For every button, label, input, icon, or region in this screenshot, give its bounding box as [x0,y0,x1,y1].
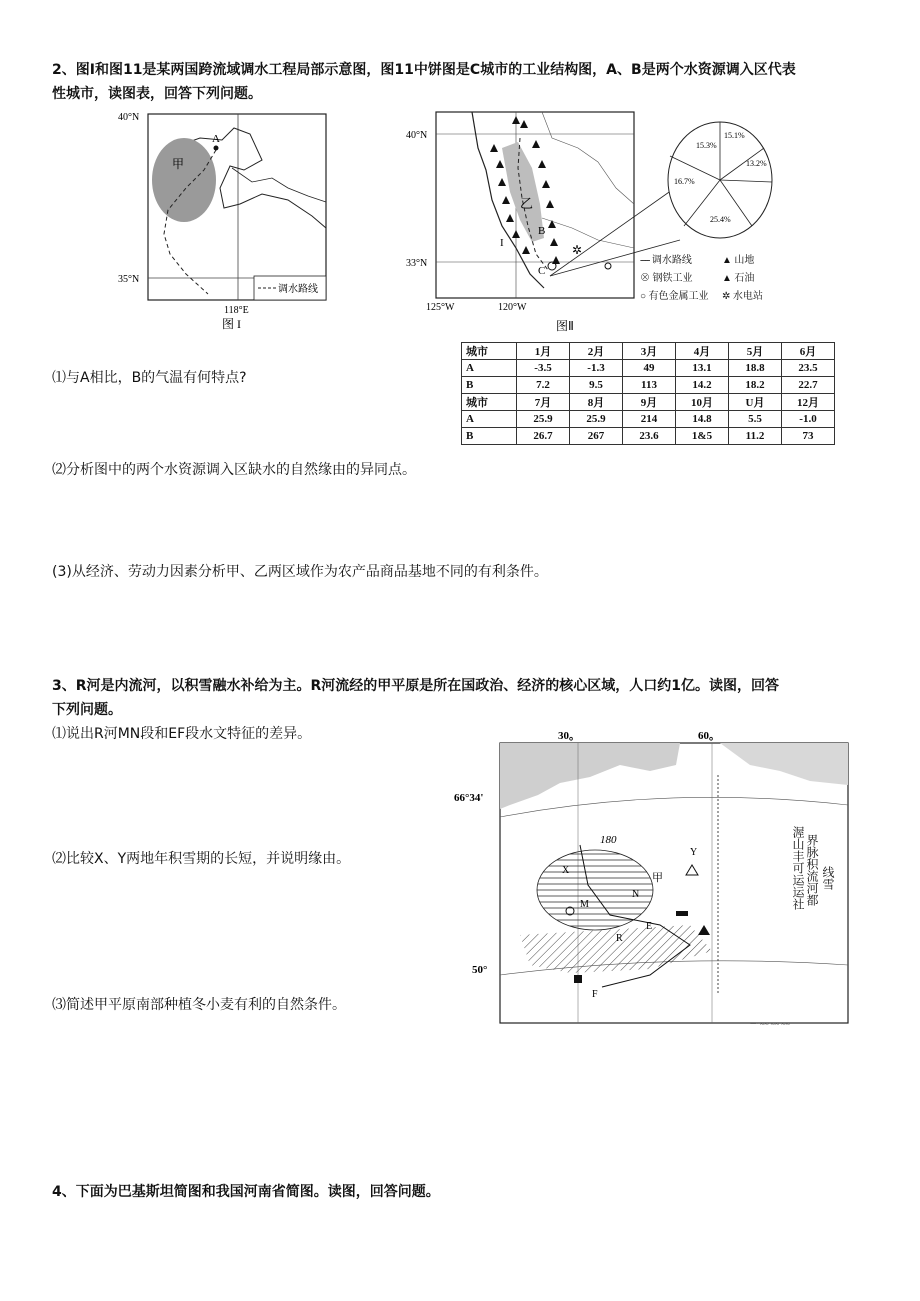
map-figure-1 [112,108,330,333]
legend-col-2: 线雪 [821,866,835,890]
table-cell: 25.9 [517,411,570,428]
legend-oil: ▲ 石油 [722,273,755,284]
label-m: M [580,899,589,910]
caption-map1: 图 I [222,317,241,331]
table-row [462,343,835,360]
pie-label-1: 15.3% [696,141,717,150]
table-cell: 7月 [517,394,570,411]
table-cell: 13.1 [676,360,729,377]
label-a: A [212,133,220,145]
label-f: F [592,989,598,1000]
legend-steel: ⊗ 钢铁工业 [640,273,693,284]
table-cell: 5月 [729,343,782,360]
legend-col-1: 界脉积流河都 [805,834,819,906]
pie-label-2: 15.1% [724,131,745,140]
table-cell: 4月 [676,343,729,360]
table-row [462,360,835,377]
table-row [462,428,835,445]
industry-symbol [574,975,582,983]
label-e: E [646,921,653,932]
table-cell: B [462,428,517,445]
table-cell: 113 [623,377,676,394]
lat-40n-2: 40°N [406,130,428,141]
temperature-table [461,342,835,445]
table-cell: 城市 [462,343,517,360]
table-cell: 1月 [517,343,570,360]
table-cell: 12月 [782,394,835,411]
table-cell: A [462,360,517,377]
table-row [462,394,835,411]
label-yi: 乙 [520,196,534,211]
table-cell: 1&5 [676,428,729,445]
isoline-180: 180 [600,834,617,846]
table-cell: U月 [729,394,782,411]
label-n: N [632,889,640,900]
legend-col-3: 渥山丰可运运社 [791,826,805,910]
legend-metal: ○ 有色金属工业 [640,291,709,302]
legend-map2 [640,252,800,308]
table-row [462,411,835,428]
table-cell: 73 [782,428,835,445]
q3-intro-line2: 下列问题。 [52,702,122,718]
lon-125w: 125°W [426,302,455,313]
table-cell: 8月 [570,394,623,411]
q3-sub1: ⑴说出R河MN段和EF段水文特征的差异。 [52,726,312,742]
table-cell: 18.8 [729,360,782,377]
label-jia: 甲 [172,157,185,171]
lon-30: 30。 [558,730,580,742]
label-i: I [500,237,504,249]
table-cell: 49 [623,360,676,377]
table-cell: 5.5 [729,411,782,428]
pie-label-5: 25.4% [710,215,731,224]
q3-sub3: ⑶简述甲平原南部种植冬小麦有利的自然条件。 [52,997,346,1013]
lat-50: 50° [472,964,488,976]
lon-120w: 120°W [498,302,527,313]
table-cell: 7.2 [517,377,570,394]
legend-route-2: ---- 调水路线 [640,255,692,266]
table-cell: -1.3 [570,360,623,377]
table-cell: 14.2 [676,377,729,394]
legend-hydro: ✲ 水电站 [722,291,763,302]
table-row [462,377,835,394]
q2-intro-line1: 2、图I和图11是某两国跨流域调水工程局部示意图，图11中饼图是C城市的工业结构图，A、B是两个水资源调入区代表 [52,62,796,78]
q2-sub3: (3)从经济、劳动力因素分析甲、乙两区域作为农产品商品基地不同的有利条件。 [52,564,548,580]
label-x: X [562,865,570,876]
table-cell: 18.2 [729,377,782,394]
table-cell: 3月 [623,343,676,360]
table-cell: 23.6 [623,428,676,445]
q4-intro: 4、下面为巴基斯坦简图和我国河南省简图。读图，回答问题。 [52,1184,440,1200]
table-cell: 26.7 [517,428,570,445]
label-b: B [538,225,546,237]
table-cell: 214 [623,411,676,428]
industry-pie-chart [640,116,800,246]
hydro-symbol: ✲ [572,243,583,257]
lat-40n: 40°N [118,112,140,123]
region-jia [152,138,216,222]
table-cell: 城市 [462,394,517,411]
city-a-dot [214,146,219,151]
pie-label-3: 13.2% [746,159,767,168]
table-cell: 14.8 [676,411,729,428]
table-cell: 25.9 [570,411,623,428]
label-jia-3: 甲 [652,872,663,884]
label-r: R [616,933,623,944]
lat-arctic: 66°34' [454,792,484,804]
legend-mountain: ▲ 山地 [722,255,755,266]
table-cell: 23.5 [782,360,835,377]
legend-route-1: 调水路线 [278,284,318,295]
table-cell: 10月 [676,394,729,411]
lon-60: 60。 [698,730,720,742]
q2-sub2: ⑵分析图中的两个水资源调入区缺水的自然缘由的异同点。 [52,462,416,478]
q2-sub1: ⑴与A相比，B的气温有何特点? [52,370,247,386]
label-y: Y [690,847,698,858]
table-cell: 267 [570,428,623,445]
table-cell: 22.7 [782,377,835,394]
table-cell: B [462,377,517,394]
table-cell: -3.5 [517,360,570,377]
table-cell: A [462,411,517,428]
coal-symbol [676,911,688,916]
table-cell: 2月 [570,343,623,360]
table-cell: 11.2 [729,428,782,445]
q3-sub2: ⑵比较X、Y两地年积雪期的长短，并说明缘由。 [52,851,351,867]
table-cell: 9月 [623,394,676,411]
table-cell: -1.0 [782,411,835,428]
label-c: C [538,265,546,277]
table-cell: 6月 [782,343,835,360]
table-cell: 9.5 [570,377,623,394]
q2-intro-line2: 性城市，读图表，回答下列问题。 [52,86,262,102]
caption-map2: 图Ⅱ [556,319,574,333]
pie-label-4: 16.7% [674,177,695,186]
lat-33n: 33°N [406,258,428,269]
lat-35n: 35°N [118,274,140,285]
map3-footer: 一 ~~ ~~ ~~ [750,1020,790,1029]
lon-118e: 118°E [224,305,249,316]
q3-intro-line1: 3、R河是内流河，以积雪融水补给为主。R河流经的甲平原是所在国政治、经济的核心区域，人口约1亿。读图，回答 [52,678,780,694]
